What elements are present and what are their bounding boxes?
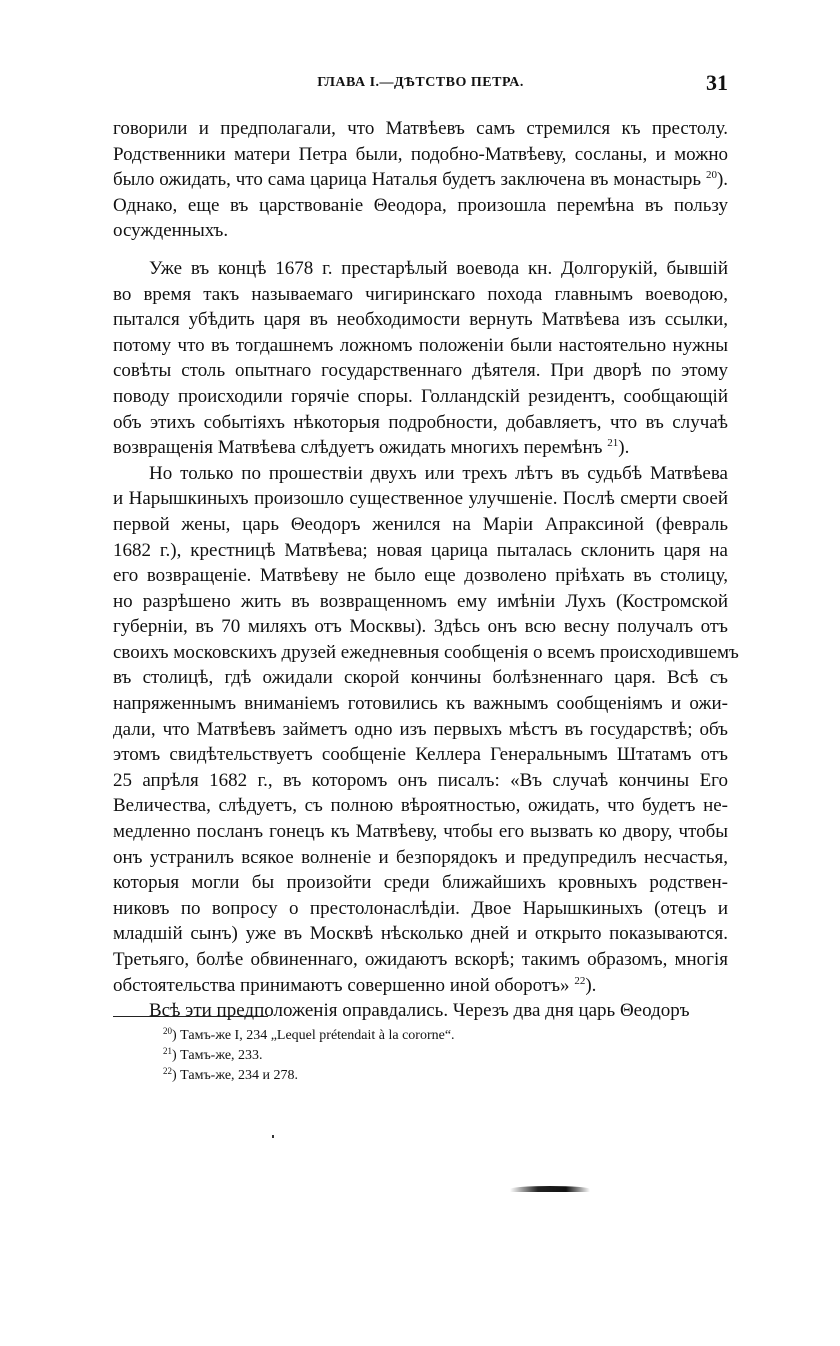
line-text: осужденныхъ.	[113, 220, 229, 242]
line-text: было ожидать, что сама царица Наталья будетъ заключена въ монастырь	[113, 169, 702, 191]
line-tail: ).	[716, 169, 729, 191]
line-text: совѣты столь опытнаго государственнаго дѣятеля. При дворѣ по этому	[113, 360, 728, 382]
text-line	[113, 486, 728, 512]
text-line	[113, 742, 728, 768]
text-line	[113, 665, 728, 691]
footnote-text: ) Тамъ-же I, 234 „Lequel prétendait à la cororne“.	[172, 1028, 455, 1043]
text-line	[113, 384, 728, 410]
line-text: во время такъ называемаго чигиринскаго похода главнымъ воеводою,	[113, 283, 728, 305]
text-line	[113, 307, 728, 333]
line-text: губерніи, въ 70 миляхъ отъ Москвы). Здѣсь онъ всю весну получалъ отъ	[113, 616, 728, 638]
text-line	[113, 358, 728, 384]
paragraph	[113, 116, 728, 244]
text-line	[113, 167, 728, 193]
line-text: въ столицѣ, гдѣ ожидали скорой кончины болѣзненнаго царя. Всѣ съ	[113, 667, 728, 689]
paragraph	[113, 461, 739, 998]
line-text: его возвращеніе. Матвѣеву не было еще дозволено пріѣхать въ столицу,	[113, 565, 728, 587]
line-text: никовъ по вопросу о престолонаслѣдіи. Двое Нарышкиныхъ (отецъ и	[113, 897, 728, 919]
footnote-text: ) Тамъ-же, 234 и 278.	[172, 1068, 299, 1083]
text-line	[113, 256, 728, 282]
footnote-divider	[113, 1016, 268, 1017]
body-text	[113, 116, 739, 1024]
text-line	[113, 691, 728, 717]
scan-speck	[272, 1135, 274, 1138]
footnote-ref: 20	[705, 169, 717, 182]
text-line	[113, 563, 728, 589]
line-tail: ).	[618, 437, 630, 459]
line-tail: ).	[585, 974, 597, 996]
line-text: и Нарышкиныхъ произошло существенное улучшеніе. Послѣ смерти своей	[113, 488, 728, 510]
text-line	[113, 845, 728, 871]
line-text: этомъ свидѣтельствуетъ сообщеніе Келлера Генеральнымъ Штатамъ отъ	[113, 744, 728, 766]
footnote-number: 22	[163, 1066, 172, 1076]
line-text: которыя могли бы произойти среди ближайшихъ кровныхъ родствен-	[113, 872, 728, 894]
text-line	[113, 640, 739, 666]
line-text: онъ устранилъ всякое волненіе и безпорядокъ и предупредилъ несчастья,	[113, 846, 728, 868]
footnote	[163, 1066, 455, 1086]
text-line	[113, 793, 728, 819]
text-line	[113, 614, 728, 640]
footnote-number: 20	[163, 1026, 172, 1036]
line-text: 25 апрѣля 1682 г., въ которомъ онъ писалъ: «Въ случаѣ кончины Его	[113, 769, 728, 791]
line-text: 1682 г.), крестницѣ Матвѣева; новая царица пыталась склонить царя на	[113, 539, 728, 561]
text-line	[113, 717, 728, 743]
line-text: напряженнымъ вниманіемъ готовились къ важнымъ сообщеніямъ и ожи-	[113, 693, 728, 715]
line-text: потому что въ тогдашнемъ ложномъ положеніи были настоятельно нужны	[113, 334, 728, 356]
text-line	[113, 589, 728, 615]
line-text: первой жены, царь Θеодоръ женился на Маріи Апраксиной (февраль	[113, 513, 728, 535]
text-line	[113, 870, 728, 896]
page-number: 31	[706, 70, 728, 95]
paragraph	[113, 256, 728, 461]
text-line	[113, 435, 728, 461]
text-line	[113, 973, 728, 999]
text-line	[113, 218, 728, 244]
text-line	[113, 410, 728, 436]
text-line	[113, 921, 728, 947]
footnotes	[163, 1026, 455, 1086]
text-line	[113, 333, 728, 359]
text-line	[113, 282, 728, 308]
text-line	[113, 116, 728, 142]
line-text: младшій сынъ) уже въ Москвѣ нѣсколько дней и открыто показываются.	[113, 923, 728, 945]
text-line	[113, 896, 728, 922]
footnote	[163, 1026, 455, 1046]
running-title: ГЛАВА I.—ДѢТСТВО ПЕТРА.	[317, 75, 524, 90]
footnote-text: ) Тамъ-же, 233.	[172, 1048, 263, 1063]
text-line	[113, 947, 728, 973]
line-text: медленно посланъ гонецъ къ Матвѣеву, чтобы его вызвать ко двору, чтобы	[113, 821, 728, 843]
line-text: обстоятельства принимаютъ совершенно иной оборотъ»	[113, 974, 570, 996]
line-text: Однако, еще въ царствованіе Θеодора, произошла перемѣна въ пользу	[113, 194, 728, 216]
line-text: пытался убѣдить царя въ необходимости вернуть Матвѣева изъ ссылки,	[113, 309, 728, 331]
footnote-ref: 22	[574, 974, 586, 987]
scan-smudge	[510, 1186, 590, 1192]
text-line	[113, 193, 728, 219]
line-text: дали, что Матвѣевъ займетъ одно изъ первыхъ мѣстъ въ государствѣ; объ	[113, 718, 728, 740]
line-text: но разрѣшено жить въ возвращенномъ ему имѣніи Лухъ (Костромской	[113, 590, 728, 612]
text-line	[113, 538, 728, 564]
line-text: Родственники матери Петра были, подобно-Матвѣеву, сосланы, и можно	[113, 143, 728, 165]
line-text: своихъ московскихъ друзей ежедневныя сообщенія о всемъ происходившемъ	[113, 641, 739, 663]
footnote-ref: 21	[607, 437, 619, 450]
line-text: говорили и предполагали, что Матвѣевъ самъ стремился къ престолу.	[113, 118, 728, 139]
footnote-number: 21	[163, 1046, 172, 1056]
page-header	[113, 70, 728, 96]
line-text: поводу происходили горячіе споры. Голландскій резидентъ, сообщающій	[113, 385, 728, 407]
footnote	[163, 1046, 455, 1066]
line-text: Уже въ концѣ 1678 г. престарѣлый воевода кн. Долгорукій, бывшій	[149, 257, 728, 279]
line-text: объ этихъ событіяхъ нѣкоторыя подробности, добавляетъ, что въ случаѣ	[113, 411, 728, 433]
paragraph	[113, 998, 728, 1024]
text-line	[113, 512, 728, 538]
text-line	[113, 998, 728, 1024]
text-line	[113, 819, 728, 845]
line-text: возвращенія Матвѣева слѣдуетъ ожидать многихъ перемѣнъ	[113, 437, 603, 459]
line-text: Всѣ эти предположенія оправдались. Черезъ два дня царь Θеодоръ	[149, 1000, 690, 1022]
line-text: Третьяго, болѣе обвиненнаго, ожидаютъ вскорѣ; такимъ образомъ, многія	[113, 949, 728, 970]
text-line	[113, 768, 728, 794]
text-line	[113, 461, 728, 487]
line-text: Но только по прошествіи двухъ или трехъ лѣтъ въ судьбѣ Матвѣева	[149, 462, 728, 484]
text-line	[113, 142, 728, 168]
line-text: Величества, слѣдуетъ, съ полною вѣроятностью, ожидать, что будетъ не-	[113, 795, 728, 817]
